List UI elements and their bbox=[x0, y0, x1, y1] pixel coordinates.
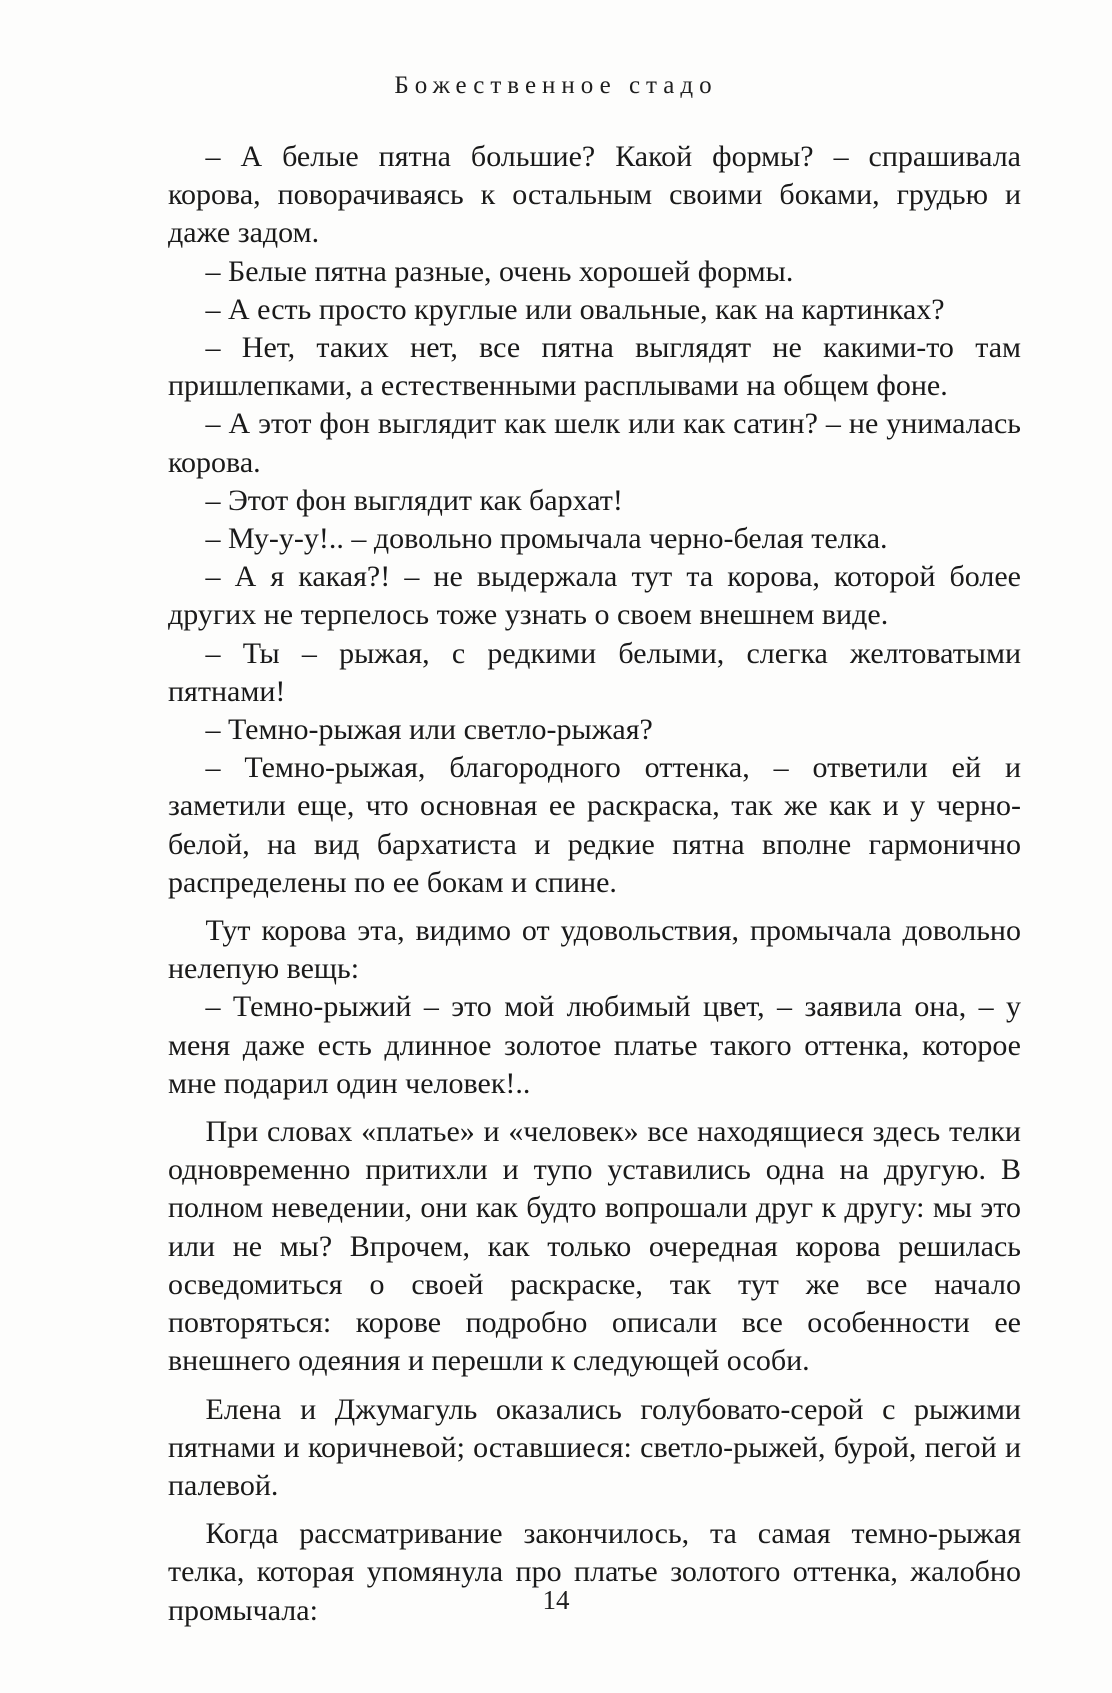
page-number: 14 bbox=[542, 1585, 570, 1615]
body-text bbox=[168, 138, 1021, 1630]
paragraph: – Нет, таких нет, все пятна выглядят не какими-то там пришлепками, а естественными расплывами на общем фоне. bbox=[168, 331, 1021, 403]
paragraph: – Темно-рыжий – это мой любимый цвет, – заявила она, – у меня даже есть длинное золотое платье такого оттенка, которое мне подарил один человек!.. bbox=[168, 990, 1021, 1100]
paragraph: – А я какая?! – не выдержала тут та корова, которой более других не терпелось тоже узнать о своем внешнем виде. bbox=[168, 560, 1021, 632]
paragraph: – Темно-рыжая, благородного оттенка, – ответили ей и заметили еще, что основная ее раскраска, так же как и у черно-белой, на вид бархатиста и редкие пятна вполне гармонично распределены по ее бокам и спине. bbox=[168, 751, 1021, 899]
paragraph: – Му-у-у!.. – довольно промычала черно-белая телка. bbox=[205, 522, 888, 556]
paragraph: – Ты – рыжая, с редкими белыми, слегка желтоватыми пятнами! bbox=[168, 636, 1021, 708]
paragraph: – А есть просто круглые или овальные, как на картинках? bbox=[205, 292, 945, 326]
paragraph: – Этот фон выглядит как бархат! bbox=[205, 483, 623, 517]
paragraph: Когда рассматривание закончилось, та самая темно-рыжая телка, которая упомянула про платье золотого оттенка, жалобно промычала: bbox=[168, 1517, 1021, 1627]
paragraph: – А белые пятна большие? Какой формы? – спрашивала корова, поворачиваясь к остальным своими боками, грудью и даже задом. bbox=[168, 140, 1021, 250]
paragraph: – Белые пятна разные, очень хорошей формы. bbox=[205, 254, 794, 288]
paragraph: Елена и Джумагуль оказались голубовато-серой с рыжими пятнами и коричневой; оставшиеся: светло-рыжей, бурой, пегой и палевой. bbox=[168, 1392, 1021, 1502]
paragraph: Тут корова эта, видимо от удовольствия, промычала довольно нелепую вещь: bbox=[168, 914, 1021, 986]
paragraph: При словах «платье» и «человек» все находящиеся здесь телки одновременно притихли и тупо уставились одна на другую. В полном неведении, они как будто вопрошали друг к другу: мы это или не мы? Впрочем, как только очередная корова решилась осведомиться о своей раскраске, так тут же все начало повторяться: корове подробно описали все особенности ее внешнего одеяния и перешли к следующей особи. bbox=[168, 1115, 1021, 1378]
running-title: Божественное стадо bbox=[394, 72, 718, 99]
paragraph: – А этот фон выглядит как шелк или как сатин? – не унималась корова. bbox=[168, 407, 1021, 479]
paragraph: – Темно-рыжая или светло-рыжая? bbox=[205, 713, 653, 747]
